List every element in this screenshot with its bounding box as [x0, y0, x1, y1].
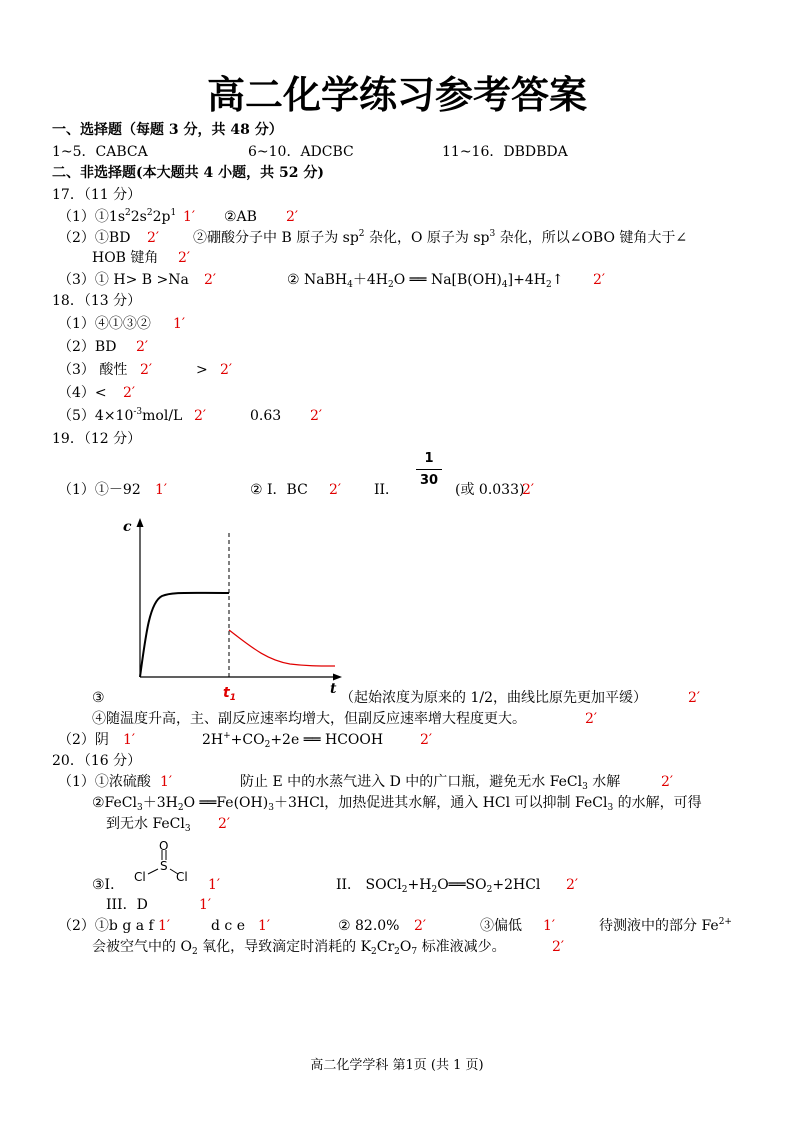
x-axis-label: t — [330, 681, 337, 697]
q18-heading: 18．（13 分） — [52, 293, 142, 309]
q18-2-answer: （2）BD — [58, 339, 117, 355]
q20-2-score3: 2′ — [414, 918, 427, 934]
atom-s: S — [160, 859, 168, 873]
q20-1-part3-ii-score: 2′ — [566, 877, 579, 893]
q19-fraction — [416, 451, 442, 488]
q20-1-part3-iii-score: 1′ — [199, 897, 212, 913]
q20-1-score1: 1′ — [160, 774, 173, 790]
q19-4-score: 2′ — [585, 711, 598, 727]
q17-1-answer2: ②AB — [224, 209, 257, 225]
part2-heading: 二、非选择题(本大题共 4 小题，共 52 分) — [52, 165, 324, 181]
q20-2-score5: 2′ — [552, 939, 565, 955]
y-axis-arrow — [137, 518, 144, 527]
q18-2-score: 2′ — [136, 339, 149, 355]
q18-3-score1: 2′ — [140, 362, 153, 378]
q17-heading: 17．（11 分） — [52, 187, 142, 203]
q20-heading: 20．（16 分） — [52, 753, 142, 769]
q19-2-score2: 2′ — [420, 732, 433, 748]
q19-3-note: （起始浓度为原来的 1/2，曲线比原先更加平缓） — [340, 690, 647, 706]
q18-1-score: 1′ — [173, 316, 186, 332]
q20-2-explanation-cont: 会被空气中的 $O_2$ 氧化，导致滴定时消耗的 $K_2Cr_2O_7$ 标准液减少。 — [92, 939, 506, 957]
q19-2-score1: 1′ — [123, 732, 136, 748]
mc-answers-6-10: 6~10．ADCBC — [248, 144, 354, 160]
atom-cl-right: Cl — [176, 870, 188, 884]
q19-3-score: 2′ — [688, 690, 701, 706]
q18-5-answer2: 0.63 — [250, 408, 282, 424]
q20-2-answer3: ② 82.0% — [338, 918, 400, 934]
q20-2-answer4: ③偏低 — [480, 918, 522, 934]
q20-1-part3-i-score: 1′ — [208, 877, 221, 893]
q17-3-score2: 2′ — [593, 272, 606, 288]
q19-3-number: ③ — [92, 690, 105, 706]
q18-1-answer: （1）④①③② — [58, 316, 151, 332]
q17-1-score1: 1′ — [183, 209, 196, 225]
q19-1-answer2: ② I．BC — [250, 482, 308, 498]
q18-3-answer1: （3） 酸性 — [58, 362, 128, 378]
q20-1-answer1: （1）①浓硫酸 — [58, 774, 151, 790]
q18-5-score1: 2′ — [194, 408, 207, 424]
q17-2-answer1: （2）①BD — [58, 230, 131, 246]
q18-4-score: 2′ — [123, 385, 136, 401]
q17-3-equation: ② $NaBH_4+4H_2O$ ══ $Na[B(OH)_4]+4H_2↑$ — [287, 272, 564, 290]
fraction-denominator: 30 — [419, 473, 439, 488]
q20-1-explanation: 防止 E 中的水蒸气进入 D 中的广口瓶，避免无水 FeCl$_3$ 水解 — [240, 774, 621, 792]
q20-1-line2: $②FeCl_3+3H_2O$ $══Fe(OH)_3+3HCl$，加热促进其水解，通入 HCl 可以抑制 FeCl$_3$ 的水解，可得 — [92, 795, 702, 813]
q20-1-score2: 2′ — [661, 774, 674, 790]
s-cl-bond-left — [148, 869, 158, 874]
part1-heading: 一、选择题（每题 3 分，共 48 分） — [52, 122, 283, 138]
q17-2-score2: 2′ — [178, 250, 191, 266]
q19-1-score3: 2′ — [522, 482, 535, 498]
q20-2-explanation: 待测液中的部分 $Fe^{2+}$ — [599, 917, 732, 934]
q20-1-part3-iii: III．D — [106, 897, 148, 913]
q18-3-score2: 2′ — [220, 362, 233, 378]
q18-4-answer: （4）< — [58, 385, 107, 401]
mc-answers-1-5: 1~5．CABCA — [52, 144, 148, 160]
original-curve — [140, 593, 229, 677]
page-footer: 高二化学学科 第1页 (共 1 页) — [310, 1058, 484, 1073]
q19-4-answer: ④随温度升高，主、副反应速率均增大，但副反应速率增大程度更大。 — [92, 711, 526, 727]
q20-2-score2: 1′ — [258, 918, 271, 934]
q20-2-answer1: （2）①b g a f — [58, 918, 154, 934]
q17-3-score1: 2′ — [204, 272, 217, 288]
new-curve — [229, 630, 335, 666]
atom-o: O — [159, 839, 169, 853]
q20-2-score1: 1′ — [158, 918, 171, 934]
fraction-bar — [416, 469, 442, 470]
q20-1-part3-ii-equation: II． $SOCl_2+H_2O══SO_2+2HCl$ — [336, 877, 541, 895]
atom-cl-left: Cl — [134, 870, 146, 884]
concentration-time-graph — [110, 512, 350, 702]
y-axis-label: c — [123, 519, 132, 535]
q20-1-line3: 到无水 FeCl$_3$ — [106, 816, 191, 834]
q18-3-answer2: > — [196, 362, 208, 378]
q19-1-answer1: （1）①－92 — [58, 482, 141, 498]
q18-5-answer1: $(5)4\times 10^{-3}mol/L$ — [58, 407, 183, 424]
page-title: 高二化学练习参考答案 — [206, 73, 587, 117]
t1-label: $t_1$ — [223, 685, 236, 703]
q19-1-score1: 1′ — [155, 482, 168, 498]
q17-2-explanation-cont: HOB 键角 — [92, 250, 159, 266]
q19-1-answer3-label: II． — [374, 482, 400, 498]
q17-2-score1: 2′ — [147, 230, 160, 246]
q20-2-answer2: d c e — [211, 918, 245, 934]
q20-1-part3-i: ③I． — [92, 877, 125, 893]
q19-1-answer3-decimal: (或 0.033) — [455, 482, 525, 498]
q17-3-answer1: （3）① H> B >Na — [58, 272, 189, 288]
q19-2-equation: $2H^++CO_2+2e$ ══ HCOOH — [202, 731, 384, 750]
q19-heading: 19．（12 分） — [52, 431, 142, 447]
q20-1-score3: 2′ — [218, 816, 231, 832]
q17-line1: $(1)①1s^22s^22p^1$ — [58, 208, 177, 225]
q17-2-explanation: ②硼酸分子中 B 原子为 $sp^2$ 杂化，O 原子为 $sp^3$ 杂化，所以∠OBO 键角大于∠ — [193, 229, 688, 246]
q19-2-answer1: （2）阴 — [58, 732, 109, 748]
q17-1-score2: 2′ — [286, 209, 299, 225]
mc-answers-11-16: 11~16．DBDBDA — [442, 144, 568, 160]
q19-1-score2: 2′ — [329, 482, 342, 498]
q20-2-score4: 1′ — [543, 918, 556, 934]
q18-5-score2: 2′ — [310, 408, 323, 424]
fraction-numerator: 1 — [424, 451, 434, 466]
